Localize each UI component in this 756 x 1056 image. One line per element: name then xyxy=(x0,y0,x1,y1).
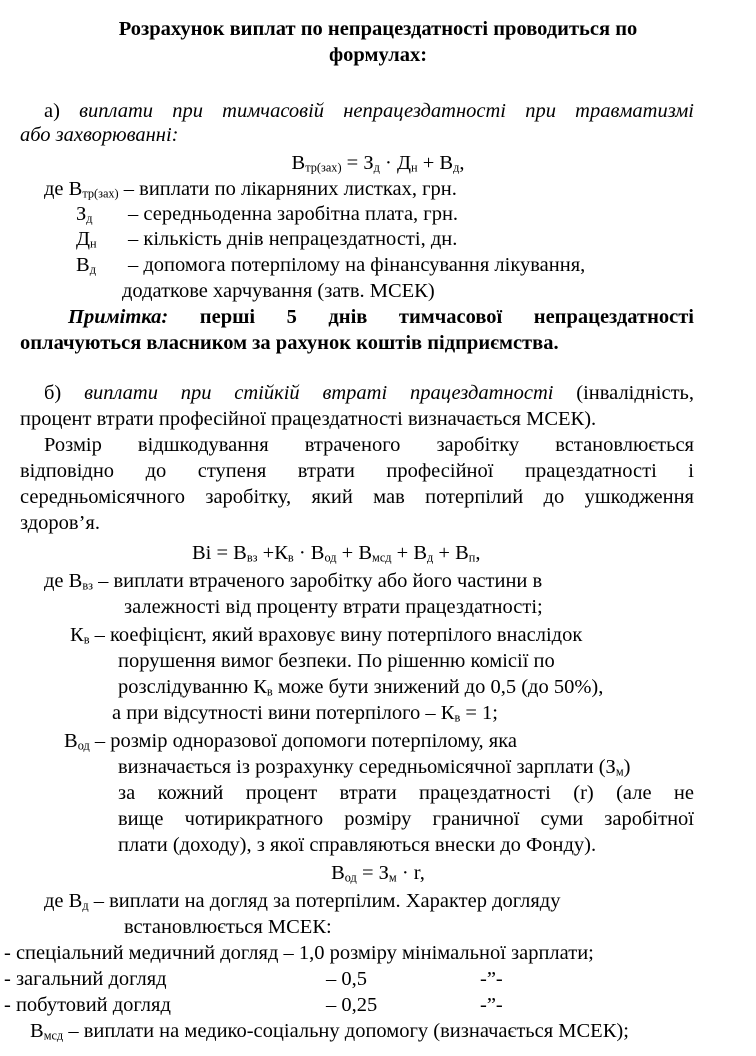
care-item-general-value: – 0,5 xyxy=(326,968,367,990)
note-text-1: перші 5 днів тимчасової непрацездатності xyxy=(199,306,695,328)
formula-vod: $В_{од} = З_м \cdot r$, xyxy=(331,862,425,885)
def-vvz: де $В_{вз}$ – виплати втраченого заробітку або його частини в xyxy=(44,570,543,593)
def-vd: $В_д$ xyxy=(76,254,96,277)
para-line-2: відповідно до ступеня втрати професійної працездатності і xyxy=(20,460,694,482)
formula-a: $В_{тр(зах)} = З_д \cdot Д_н + В_д$, xyxy=(291,152,465,175)
title-line-1: Розрахунок виплат по непрацездатності проводиться по xyxy=(118,18,638,40)
def-kv-cont-2: розслідуванню $К_в$ може бути знижений до 0,5 (до 50%), xyxy=(118,676,604,699)
para-line-3: середньомісячного заробітку, який мав потерпілий до ушкодження xyxy=(20,486,694,508)
care-item-special: - спеціальний медичний догляд – 1,0 розміру мінімальної зарплати; xyxy=(4,942,594,964)
def-vd-text: – допомога потерпілому на фінансування лікування, xyxy=(128,254,586,276)
care-item-general: - загальний догляд xyxy=(4,968,167,990)
section-b-heading xyxy=(44,380,694,406)
def-vod-cont-1: визначається із розрахунку середньомісячної зарплати $(З_м)$ xyxy=(118,756,631,779)
def-vmsd: $В_{мсд}$ – виплати на медико-соціальну допомогу (визначається МСЕК); xyxy=(30,1020,629,1043)
def-vd-cont: додаткове харчування (затв. МСЕК) xyxy=(122,280,435,302)
section-b-heading-text: виплати при стійкій втраті працездатності xyxy=(84,382,554,404)
title-line-2: формулах: xyxy=(328,44,428,66)
section-a-heading xyxy=(44,98,694,124)
note-label: Примітка: xyxy=(68,306,169,328)
def-dn-text: – кількість днів непрацездатності, дн. xyxy=(128,228,458,250)
section-b-line-2: процент втрати професійної працездатності визначається МСЕК). xyxy=(20,408,597,430)
def-kv: $К_в$ – коефіцієнт, який враховує вину потерпілого внаслідок xyxy=(70,624,583,647)
formula-b: Ві = $В_{вз} +К_в \cdot В_{од} + В_{мсд} + В_д + В_п$, xyxy=(192,542,481,565)
para-line-4: здоров’я. xyxy=(20,512,100,534)
def-zd-text: – середньоденна заробітна плата, грн. xyxy=(128,203,459,225)
section-a-marker: а) xyxy=(44,100,60,122)
def-vd-b: де $В_д$ – виплати на догляд за потерпілим. Характер догляду xyxy=(44,890,561,913)
para-line-1: Розмір відшкодування втраченого заробітку встановлюється xyxy=(44,434,694,456)
def-vtr: де $В_{тр(зах)}$ – виплати по лікарняних листках, грн. xyxy=(44,178,457,201)
def-zd: $З_д$ xyxy=(76,203,93,226)
def-kv-cont-3: а при відсутності вини потерпілого – $К_в = 1$; xyxy=(112,702,499,725)
care-item-general-ditto: -”- xyxy=(480,968,503,990)
section-b-marker: б) xyxy=(44,382,62,404)
def-vod-cont-4: плати (доходу), з якої справляються внески до Фонду). xyxy=(118,834,597,856)
section-a-heading-text: виплати при тимчасовій непрацездатності при травматизмі xyxy=(79,100,694,122)
note-line-1 xyxy=(68,304,694,330)
def-kv-cont-1: порушення вимог безпеки. По рішенню комісії по xyxy=(118,650,555,672)
care-item-household: - побутовий догляд xyxy=(4,994,171,1016)
def-vod-cont-2: за кожний процент втрати працездатності (r) (але не xyxy=(118,782,694,804)
care-item-household-ditto: -”- xyxy=(480,994,503,1016)
def-dn: $Д_н$ xyxy=(76,228,97,251)
def-vd-b-cont: встановлюється МСЕК: xyxy=(124,916,332,938)
section-b-heading-rest: (інвалідність, xyxy=(576,382,695,404)
def-vod-cont-3: вище чотирикратного розміру граничної суми заробітної xyxy=(118,808,694,830)
care-item-household-value: – 0,25 xyxy=(326,994,378,1016)
def-vvz-cont: залежності від проценту втрати працездатності; xyxy=(124,596,543,618)
def-vod: $В_{од}$ – розмір одноразової допомоги потерпілому, яка xyxy=(64,730,517,753)
note-line-2: оплачуються власником за рахунок коштів підприємства. xyxy=(20,332,559,354)
section-a-heading-cont: або захворюванні: xyxy=(20,124,179,146)
